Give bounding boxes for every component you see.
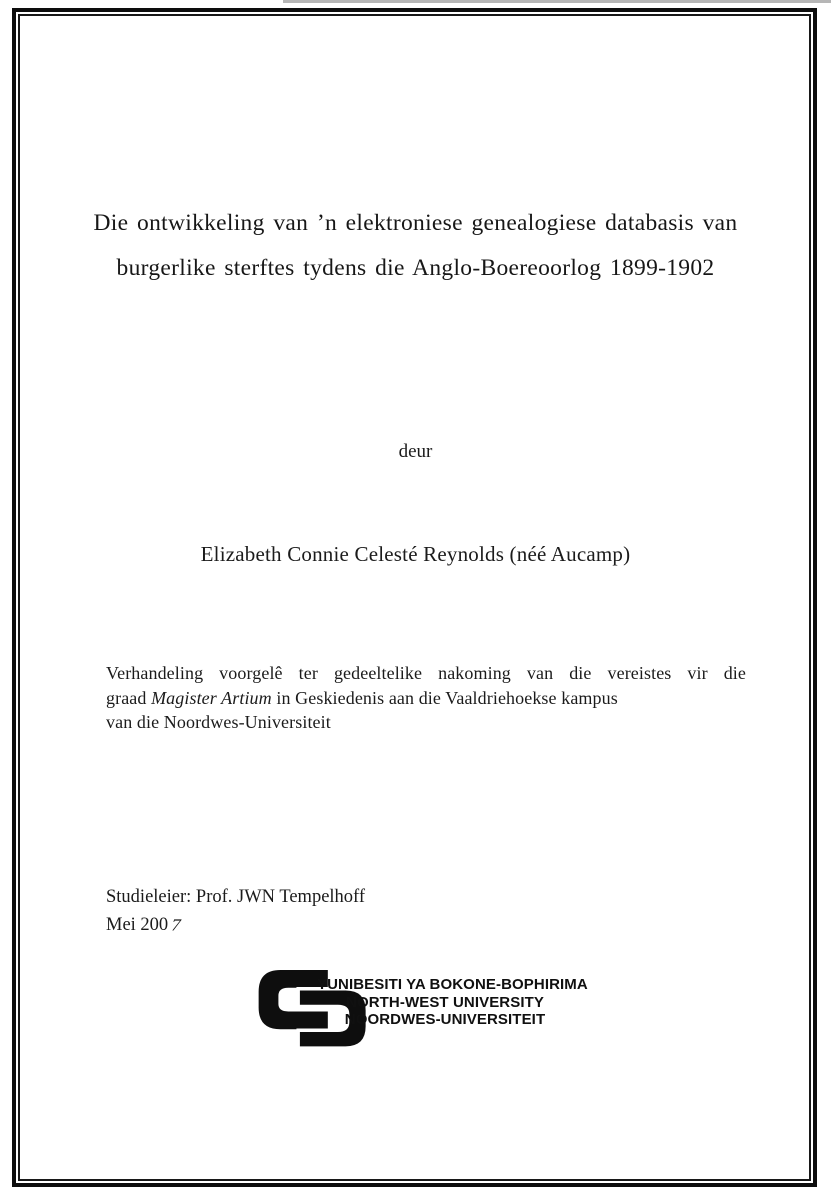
thesis-title [0,201,831,291]
logo-line-setswana: YUNIBESITI YA BOKONE-BOPHIRIMA [317,976,588,993]
scan-artifact [283,0,831,3]
nwu-logo [256,966,586,1056]
submission-line-2-suffix: in Geskiedenis aan die Vaaldriehoekse kampus [271,687,618,708]
supervisor-line: Studieleier: Prof. JWN Tempelhoff [106,887,366,907]
nwu-logo-wordmark [317,976,588,1029]
submission-line-2-prefix: graad [106,687,152,708]
logo-line-afrikaans: NOORDWES-UNIVERSITEIT [344,1011,546,1028]
logo-line-english: NORTH-WEST UNIVERSITY [346,993,544,1011]
degree-name-italic: Magister Artium [151,687,272,708]
author-name: Elizabeth Connie Celesté Reynolds (néé Aucamp) [200,542,631,566]
supervisor-block [106,883,365,939]
submission-line-2 [106,686,746,711]
title-line-2: burgerlike sterftes tydens die Anglo-Boereoorlog 1899-1902 [116,255,715,281]
byline-deur: deur [398,441,433,462]
submission-statement [106,661,746,735]
date-line [106,911,365,939]
date-last-digit: 7 [169,916,183,936]
title-line-1: Die ontwikkeling van ’n elektroniese genealogiese databasis van [93,210,738,236]
submission-line-1: Verhandeling voorgelê ter gedeeltelike nakoming van die vereistes vir die [106,663,746,683]
date-prefix: Mei 200 [106,915,169,935]
submission-line-3: van die Noordwes-Universiteit [106,712,331,732]
